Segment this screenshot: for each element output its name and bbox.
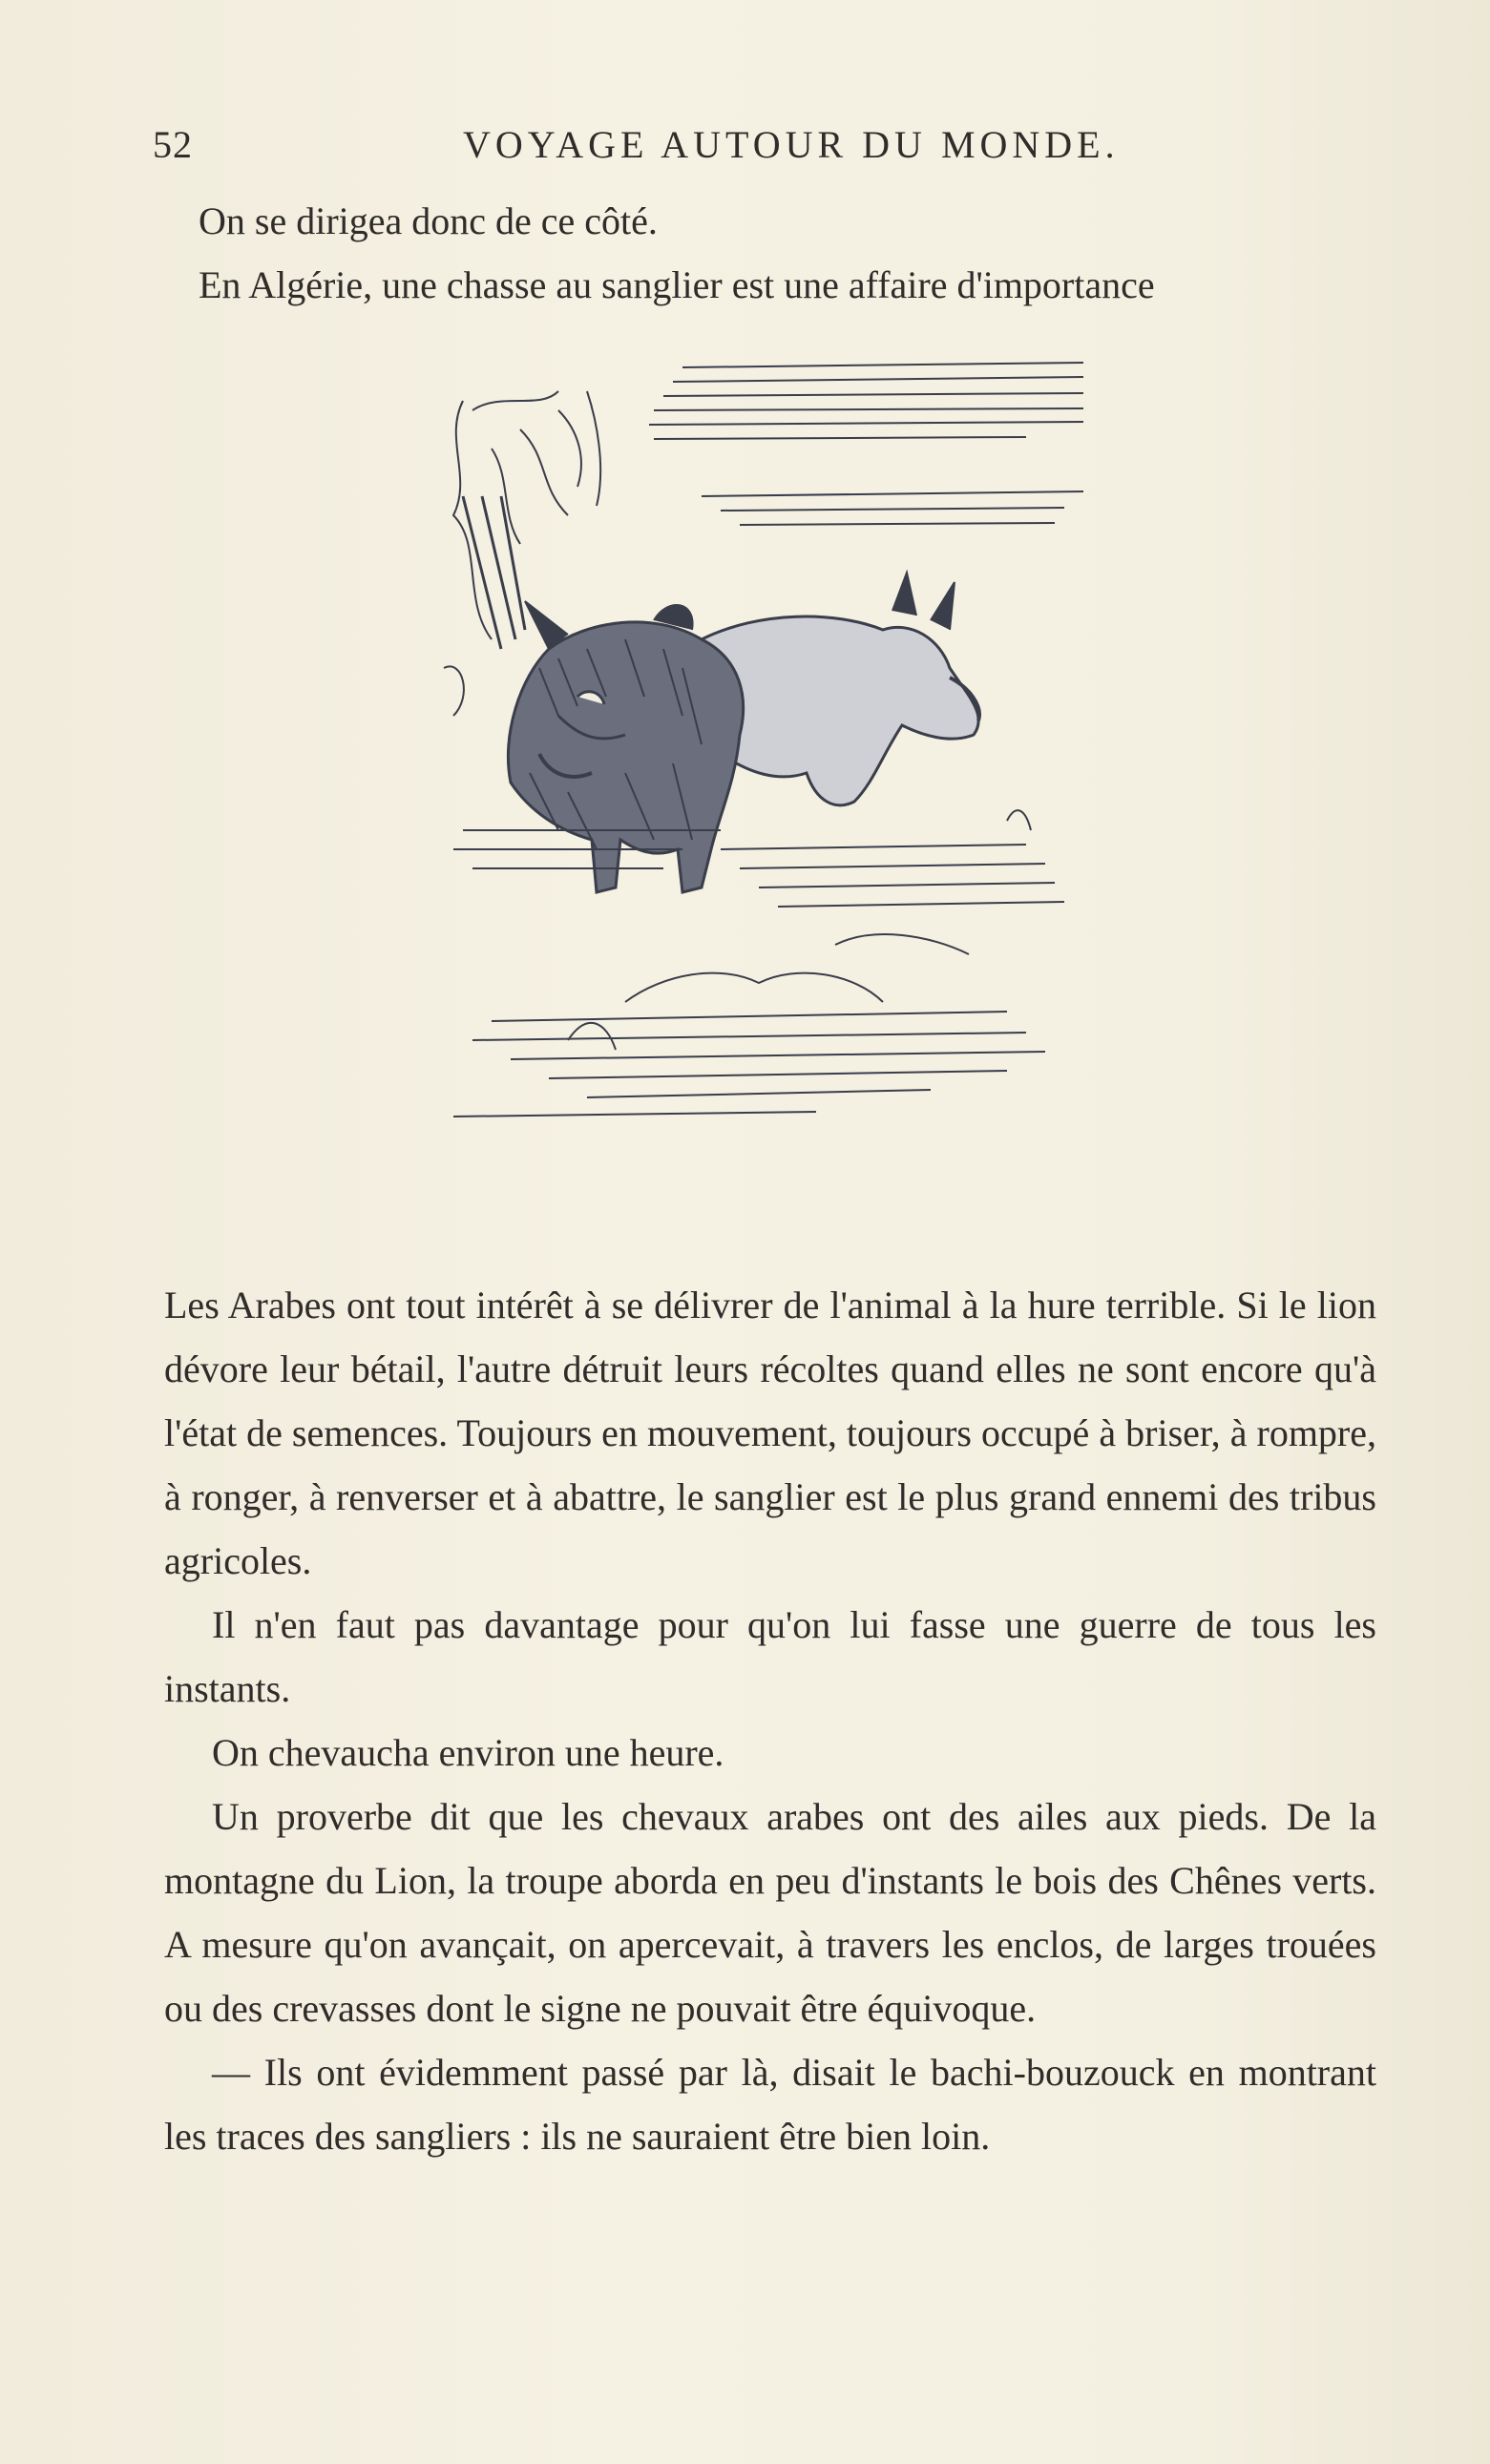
running-head [153,122,1394,179]
paragraph: On se dirigea donc de ce côté. [199,199,658,242]
page-number: 52 [153,123,193,166]
paragraph: Les Arabes ont tout intérêt à se délivrer de l'animal à la hure terrible. Si le lion dévore leur bétail, l'autre détruit leurs récoltes quand elles ne sont encore qu'à l'état de semences. Toujours en mouvement, toujours occupé à briser, à rompre, à ronger, à renverser et à abattre, le sanglier est le plus grand ennemi des tribus agricoles. [164,1284,1376,1582]
top-text-block [199,189,1373,317]
boar-illustration [434,353,1102,1202]
bottom-text-block [164,1273,1376,2168]
boar-engraving-icon [434,353,1102,1202]
page-header-title: VOYAGE AUTOUR DU MONDE. [463,123,1120,166]
paragraph: Il n'en faut pas davantage pour qu'on lui fasse une guerre de tous les instants. [164,1603,1376,1710]
paragraph: On chevaucha environ une heure. [212,1731,724,1774]
paragraph: — Ils ont évidemment passé par là, disait le bachi-bouzouck en montrant les traces des sangliers : ils ne sauraient être bien loin. [164,2051,1376,2158]
paragraph: Un proverbe dit que les chevaux arabes ont des ailes aux pieds. De la montagne du Lion, la troupe aborda en peu d'instants le bois des Chênes verts. A mesure qu'on avançait, on apercevait, à travers les enclos, de larges trouées ou des crevasses dont le signe ne pouvait être équivoque. [164,1795,1376,2030]
paragraph: En Algérie, une chasse au sanglier est une affaire d'importance [199,263,1155,306]
